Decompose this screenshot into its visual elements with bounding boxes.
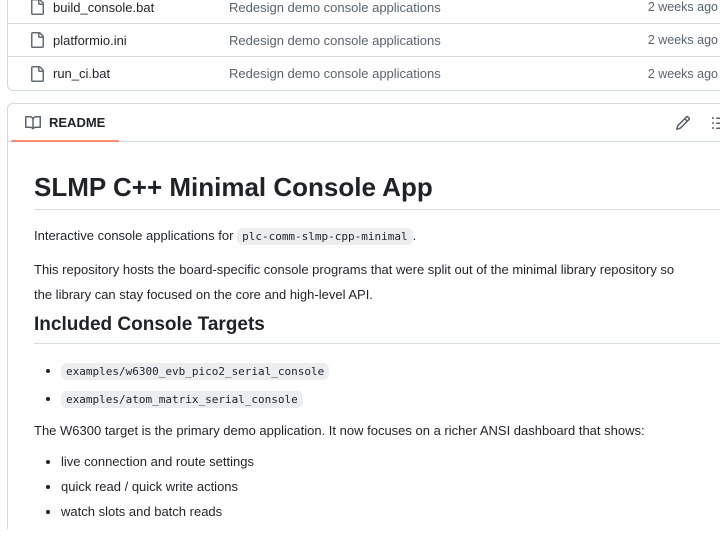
commit-message-link[interactable]: Redesign demo console applications xyxy=(229,32,441,48)
table-row[interactable] xyxy=(8,0,720,24)
inline-code: plc-comm-slmp-cpp-minimal xyxy=(237,228,413,245)
readme-tab-label: README xyxy=(49,115,106,130)
file-name-link[interactable]: run_ci.bat xyxy=(53,66,111,81)
tab-readme[interactable] xyxy=(11,104,119,141)
book-icon xyxy=(25,115,41,131)
file-name-link[interactable]: build_console.bat xyxy=(53,0,155,15)
commit-age[interactable]: 2 weeks ago xyxy=(647,33,718,47)
intro-suffix: . xyxy=(412,228,417,243)
file-name-cell xyxy=(29,0,229,15)
file-name-cell xyxy=(29,32,229,48)
inline-code: examples/atom_matrix_serial_console xyxy=(61,391,303,408)
edit-readme-button[interactable] xyxy=(669,109,697,137)
outline-button[interactable] xyxy=(705,109,720,137)
targets-heading: Included Console Targets xyxy=(34,313,720,344)
pencil-icon xyxy=(675,115,691,131)
list-unordered-icon xyxy=(711,115,720,131)
intro-text: Interactive console applications for xyxy=(34,228,234,243)
intro-paragraph xyxy=(34,226,720,247)
commit-message-link[interactable]: Redesign demo console applications xyxy=(229,66,441,81)
table-row[interactable] xyxy=(8,57,720,90)
feature-list xyxy=(34,449,720,540)
readme-header xyxy=(8,104,720,142)
file-name-cell xyxy=(29,66,229,82)
feature-item: • watch slots and batch reads xyxy=(61,499,720,524)
file-icon xyxy=(29,66,45,82)
target-item xyxy=(61,357,720,385)
readme-card xyxy=(7,103,720,540)
dashboard-intro-paragraph: The W6300 target is the primary demo application. It now focuses on a richer ANSI dashboard that shows: xyxy=(34,423,645,438)
file-icon xyxy=(29,32,45,48)
feature-item: • quick read / quick write actions xyxy=(61,474,720,499)
file-name-link[interactable]: platformio.ini xyxy=(53,32,127,48)
description-paragraph: This repository hosts the board-specific console programs that were split out of the minimal library repository so the library can stay focused on the core and high-level API. xyxy=(34,262,675,302)
target-item xyxy=(61,385,720,413)
commit-age[interactable]: 2 weeks ago xyxy=(647,66,718,81)
feature-item: • live connection and route settings xyxy=(61,449,720,474)
file-icon xyxy=(29,0,45,15)
commit-age[interactable]: 2 weeks ago xyxy=(647,0,718,14)
inline-code: examples/w6300_evb_pico2_serial_console xyxy=(61,363,329,380)
table-row[interactable] xyxy=(8,24,720,57)
readme-body xyxy=(8,142,720,540)
target-list xyxy=(34,357,720,413)
active-tab-underline xyxy=(11,140,119,142)
readme-title: SLMP C++ Minimal Console App xyxy=(34,172,720,210)
viewport-clip xyxy=(0,529,720,540)
file-table xyxy=(7,0,720,91)
commit-message-link[interactable]: Redesign demo console applications xyxy=(229,0,441,15)
